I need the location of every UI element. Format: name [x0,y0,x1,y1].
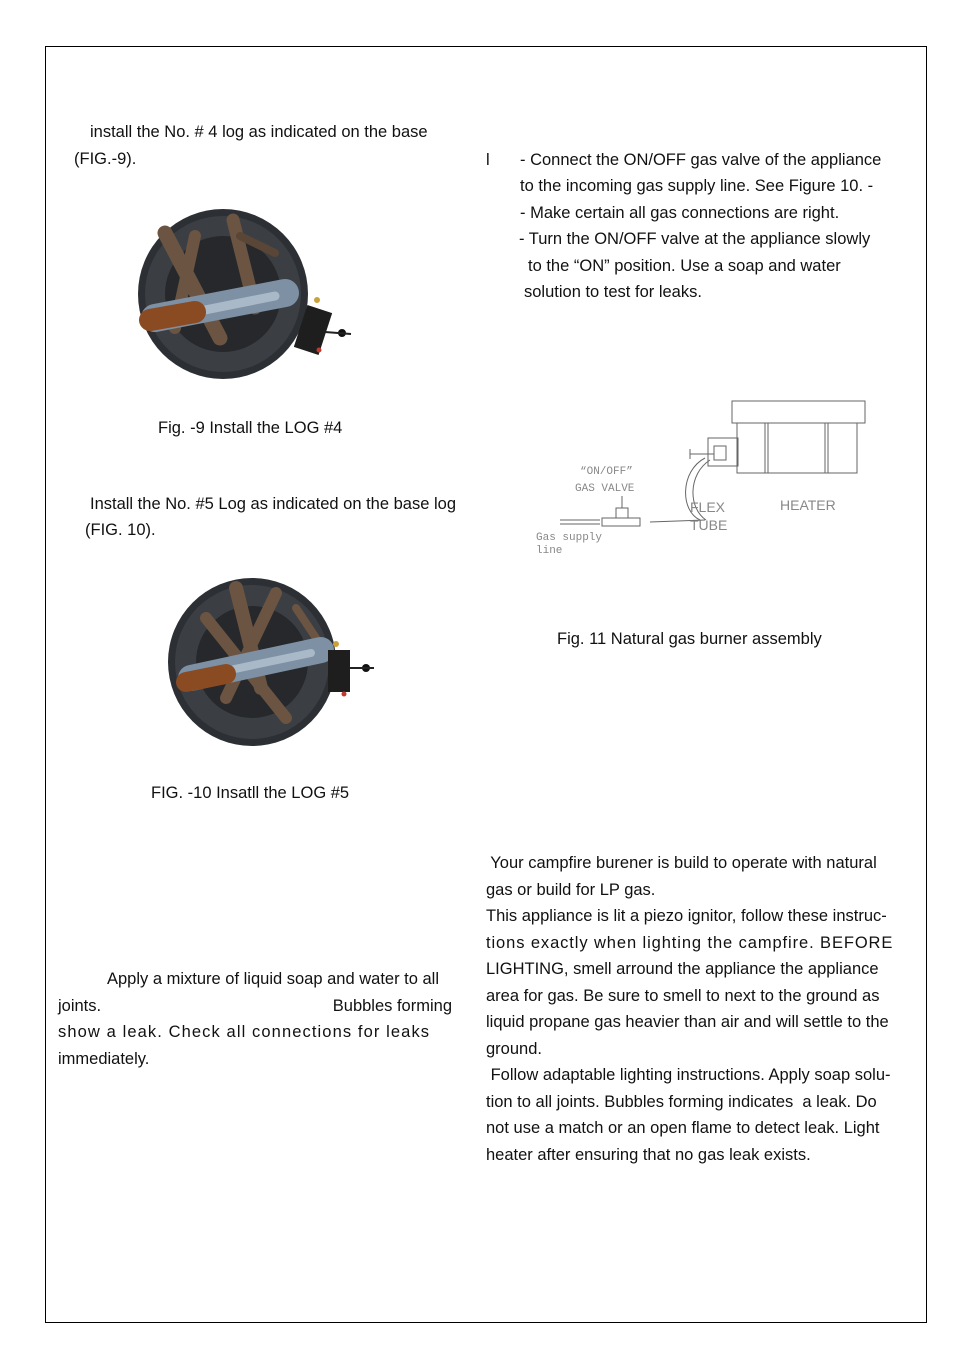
body-line-5: LIGHTING, smell arround the appliance the appliance [486,960,879,978]
body-line-12: heater after ensuring that no gas leak exists. [486,1145,811,1164]
leak-test-bubbles: Bubbles forming [332,996,452,1015]
leak-test-line-3: show a leak. Check all connections for leaks [58,1023,431,1041]
figure-9-log4-photo [135,208,357,380]
supply-label-line-1: Gas supply [536,532,603,544]
log5-instruction-line-1: Install the No. #5 Log as indicated on the base log [90,495,457,513]
flex-label-line-1: FLEX [690,499,726,515]
valve-label-line-2: GAS VALVE [575,483,635,495]
fig10-caption: FIG. -10 Insatll the LOG #5 [151,784,350,802]
body-line-2: gas or build for LP gas. [486,880,656,899]
body-line-9: Follow adaptable lighting instructions. Apply soap solu- [486,1066,891,1084]
step-line-1: - Connect the ON/OFF gas valve of the appliance [520,151,882,169]
body-line-6: area for gas. Be sure to smell to next to the ground as [486,986,880,1005]
leak-test-paragraph [58,966,452,1072]
step-line-4: - Turn the ON/OFF valve at the appliance slowly [519,230,871,248]
fig11-caption: Fig. 11 Natural gas burner assembly [557,630,822,648]
flex-label-line-2: TUBE [690,517,728,533]
body-line-1: Your campfire burener is build to operate with natural [486,854,877,872]
log4-instruction-line-1: install the No. # 4 log as indicated on the base [90,123,428,141]
log4-instruction-line-2: (FIG.-9). [74,150,137,168]
body-line-4: tions exactly when lighting the campfire. BEFORE [486,933,894,952]
body-line-3: This appliance is lit a piezo ignitor, follow these instruc- [486,907,887,925]
leak-test-line-2 [58,993,452,1020]
bullet-mark: l [486,151,490,169]
figure-10-log5-photo [166,578,380,748]
leak-test-line-4: immediately. [58,1049,150,1068]
step-line-2: to the incoming gas supply line. See Figure 10. - [520,177,874,195]
leak-test-joints: joints. [58,996,102,1015]
valve-label-line-1: “ON/OFF” [580,466,633,478]
step-line-5: to the “ON” position. Use a soap and water [528,257,841,275]
fig9-caption: Fig. -9 Install the LOG #4 [158,419,343,437]
body-line-7: liquid propane gas heavier than air and will settle to the [486,1013,889,1031]
lighting-instructions-paragraph [486,850,909,1168]
log5-instruction-line-2: (FIG. 10). [85,521,156,539]
body-line-10: tion to all joints. Bubbles forming indicates a leak. Do [486,1092,877,1111]
figure-11-burner-assembly-diagram [530,396,870,566]
heater-label: HEATER [780,497,836,513]
step-line-6: solution to test for leaks. [524,283,702,301]
step-line-3: - Make certain all gas connections are right. [520,204,840,222]
leak-test-line-1: Apply a mixture of liquid soap and water to all [107,970,440,988]
supply-label-line-2: line [536,545,563,557]
body-line-8: ground. [486,1039,542,1058]
body-line-11: not use a match or an open flame to detect leak. Light [486,1119,880,1137]
